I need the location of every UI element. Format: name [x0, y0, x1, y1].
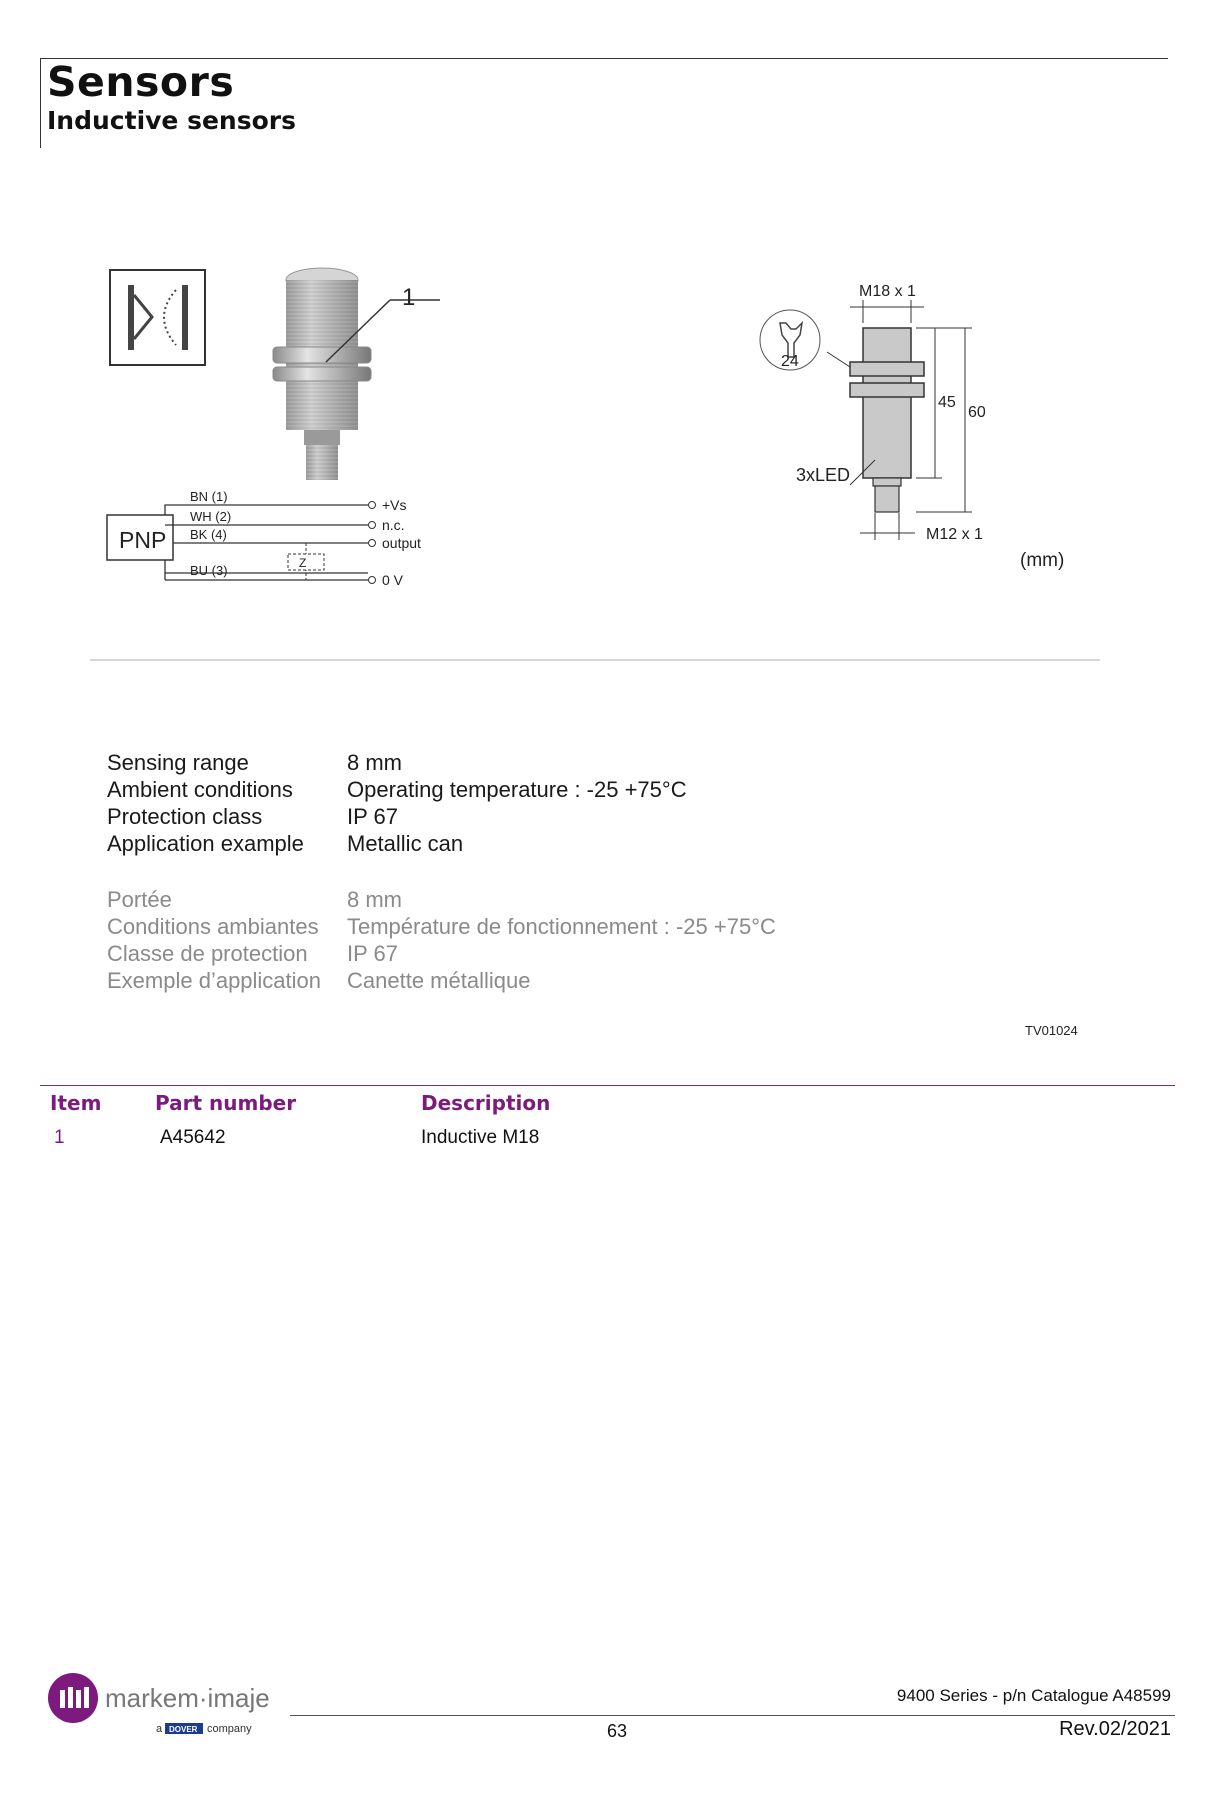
spec-label: Exemple d’application: [107, 968, 322, 993]
length-total-label: 60: [968, 404, 986, 421]
dimension-drawing: [827, 300, 972, 540]
terminal-label: n.c.: [382, 517, 405, 533]
spec-value: Canette métallique: [347, 968, 531, 993]
item-cell: 1: [54, 1127, 65, 1148]
footer-series: 9400 Series - p/n Catalogue A48599: [896, 1686, 1171, 1705]
terminal-label: output: [382, 535, 421, 551]
table-top-rule: [40, 1085, 1175, 1086]
led-label: 3xLED: [796, 465, 851, 485]
inductive-symbol-icon: [110, 270, 205, 365]
load-label: Z: [299, 556, 307, 570]
spec-label: Portée: [107, 887, 172, 912]
wire-label: BK (4): [190, 527, 227, 542]
page-title: Sensors: [47, 58, 235, 106]
logo-text: markem·imaje: [105, 1683, 270, 1713]
terminal-label: +Vs: [382, 497, 407, 513]
units-label: (mm): [1020, 550, 1065, 571]
logo-tagline-a: a: [156, 1723, 163, 1735]
spec-label: Conditions ambiantes: [107, 914, 319, 939]
length-body-label: 45: [938, 394, 956, 411]
terminal-label: 0 V: [382, 572, 404, 588]
callout-number: 1: [402, 284, 416, 311]
page-subtitle: Inductive sensors: [47, 106, 296, 135]
column-header-description: Description: [421, 1091, 551, 1115]
part-number-cell: A45642: [160, 1127, 226, 1148]
spec-label: Classe de protection: [107, 941, 308, 966]
spec-value: Metallic can: [347, 831, 464, 856]
company-logo: [48, 1670, 278, 1740]
spec-label: Ambient conditions: [107, 777, 293, 802]
logo-tagline-brand: DOVER: [169, 1725, 198, 1734]
figure-ref: TV01024: [1025, 1023, 1078, 1038]
spec-label: Sensing range: [107, 750, 249, 775]
wire-label: BN (1): [190, 489, 228, 504]
spec-label: Protection class: [107, 804, 263, 829]
thread-top-label: M18 x 1: [859, 283, 916, 300]
logo-tagline-company: company: [207, 1723, 252, 1735]
spec-value: IP 67: [347, 804, 398, 829]
thread-bottom-label: M12 x 1: [926, 526, 983, 543]
spec-value: 8 mm: [347, 750, 402, 775]
wrench-size-label: 24: [781, 353, 799, 370]
footer-rule: [290, 1715, 1175, 1716]
wire-label: BU (3): [190, 563, 228, 578]
column-header-part-number: Part number: [155, 1091, 297, 1115]
pnp-label: PNP: [119, 527, 167, 553]
spec-value: Operating temperature : -25 +75°C: [347, 777, 687, 802]
column-header-item: Item: [50, 1091, 102, 1115]
spec-label: Application example: [107, 831, 304, 856]
spec-value: IP 67: [347, 941, 398, 966]
page-number: 63: [607, 1721, 628, 1741]
spec-value: 8 mm: [347, 887, 402, 912]
description-cell: Inductive M18: [421, 1127, 540, 1148]
spec-value: Température de fonctionnement : -25 +75°C: [347, 914, 776, 939]
wire-label: WH (2): [190, 509, 232, 524]
revision: Rev.02/2021: [1059, 1718, 1171, 1740]
header-left-rule: [40, 58, 41, 148]
